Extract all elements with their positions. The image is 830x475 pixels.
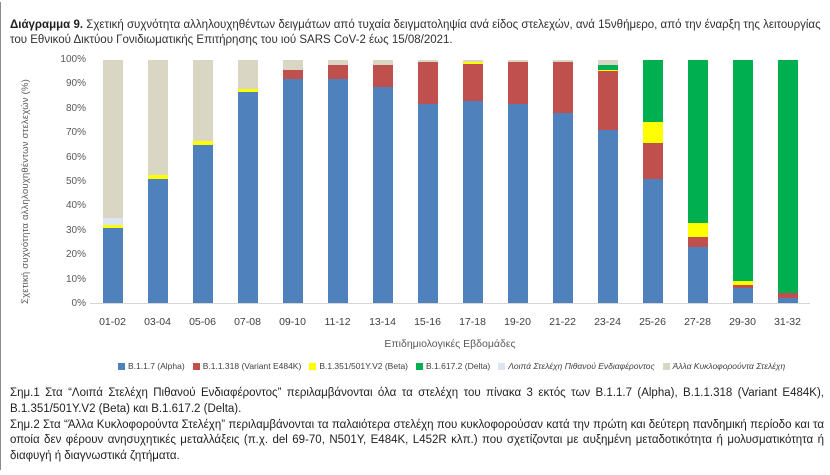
segment-alla-01-02	[103, 60, 123, 218]
segment-alpha-21-22	[553, 113, 573, 303]
segment-alpha-11-12	[328, 79, 348, 303]
legend-label-e484k: B.1.1.318 (Variant E484K)	[202, 361, 302, 371]
y-tick-40: 40%	[65, 200, 86, 212]
segment-loipa-01-02	[103, 218, 123, 225]
segment-alla-09-10	[283, 60, 303, 70]
segment-alpha-17-18	[463, 101, 483, 303]
segment-alla-05-06	[193, 60, 213, 141]
y-ticks	[40, 53, 86, 309]
x-tick-11-12: 11-12	[324, 316, 351, 328]
segment-alpha-31-32	[778, 298, 798, 303]
y-tick-100: 100%	[60, 53, 86, 65]
figure-caption	[10, 18, 822, 49]
y-tick-90: 90%	[65, 78, 86, 90]
legend-item-loipa	[498, 361, 654, 371]
bar-15-16	[418, 60, 438, 303]
x-tick-31-32: 31-32	[774, 316, 801, 328]
legend-swatch-loipa	[498, 363, 505, 370]
x-tick-29-30: 29-30	[729, 316, 756, 328]
bar-19-20	[508, 60, 528, 303]
segment-alpha-29-30	[733, 288, 753, 303]
x-tick-05-06: 05-06	[189, 316, 216, 328]
legend-swatch-e484k	[193, 363, 200, 370]
segment-e484k-25-26	[643, 143, 663, 179]
segment-e484k-15-16	[418, 62, 438, 103]
bar-13-14	[373, 60, 393, 303]
bar-17-18	[463, 60, 483, 303]
segment-e484k-27-28	[688, 237, 708, 247]
bar-25-26	[643, 60, 663, 303]
y-tick-80: 80%	[65, 102, 86, 114]
segment-alpha-23-24	[598, 130, 618, 303]
footnotes	[10, 386, 824, 465]
segment-alla-07-08	[238, 60, 258, 89]
y-tick-20: 20%	[65, 249, 86, 261]
footnote-1: Σημ.1 Στα “Λοιπά Στελέχη Πιθανού Ενδιαφέροντος” περιλαμβάνονται όλα τα στελέχη του πίνακα 3 εκτός των B.1.1.7 (Alpha), B.1.1.318 (Variant E484K), B.1.351/501Y.V2 (Beta) και B.1.617.2 (Delta).	[10, 387, 824, 415]
legend-item-delta	[416, 361, 490, 371]
x-tick-15-16: 15-16	[414, 316, 441, 328]
legend-item-e484k	[193, 361, 302, 371]
segment-delta-27-28	[688, 60, 708, 223]
bar-03-04	[148, 60, 168, 303]
segment-e484k-17-18	[463, 64, 483, 102]
x-tick-07-08: 07-08	[234, 316, 261, 328]
x-tick-21-22: 21-22	[549, 316, 576, 328]
x-tick-19-20: 19-20	[504, 316, 531, 328]
bar-29-30	[733, 60, 753, 303]
segment-beta-25-26	[643, 122, 663, 143]
x-tick-25-26: 25-26	[639, 316, 666, 328]
legend-label-delta: B.1.617.2 (Delta)	[426, 361, 491, 371]
segment-beta-27-28	[688, 223, 708, 238]
legend-item-alla	[663, 361, 786, 371]
segment-alpha-07-08	[238, 92, 258, 303]
segment-alpha-25-26	[643, 179, 663, 303]
segment-e484k-13-14	[373, 65, 393, 87]
figure-caption-text: Σχετική συχνότητα αλληλουχηθέντων δειγμάτων από τυχαία δειγματοληψία ανά είδος στελεχών, ανά 15νθήμερο, από την έναρξη της λειτουργίας του Εθνικού Δικτύου Γονιδιωματικής Επιτήρησης του ιού SARS CoV-2 έως 15/08/2021.	[10, 18, 821, 46]
bar-07-08	[238, 60, 258, 303]
segment-alpha-05-06	[193, 145, 213, 303]
bar-27-28	[688, 60, 708, 303]
segment-e484k-09-10	[283, 70, 303, 80]
x-tick-27-28: 27-28	[684, 316, 711, 328]
x-axis-title: Επιδημιολογικές Εβδομάδες	[384, 338, 516, 350]
legend-swatch-delta	[416, 363, 423, 370]
y-tick-10: 10%	[65, 273, 86, 285]
segment-e484k-21-22	[553, 62, 573, 113]
legend-swatch-beta	[309, 363, 316, 370]
x-tick-17-18: 17-18	[459, 316, 486, 328]
segment-delta-31-32	[778, 60, 798, 293]
bar-23-24	[598, 60, 618, 303]
plot-area	[90, 60, 810, 304]
legend-item-alpha	[118, 361, 185, 371]
legend-label-alla: Άλλα Κυκλοφορούντα Στελέχη	[672, 361, 786, 371]
bar-21-22	[553, 60, 573, 303]
segment-e484k-11-12	[328, 65, 348, 80]
legend-swatch-alla	[663, 363, 670, 370]
bar-31-32	[778, 60, 798, 303]
segment-e484k-23-24	[598, 71, 618, 131]
bar-05-06	[193, 60, 213, 303]
x-labels	[90, 316, 810, 328]
bar-11-12	[328, 60, 348, 303]
x-tick-01-02: 01-02	[99, 316, 126, 328]
y-tick-0: 0%	[71, 297, 86, 309]
figure-caption-number: Διάγραμμα 9.	[10, 18, 84, 31]
x-tick-13-14: 13-14	[369, 316, 396, 328]
segment-alpha-03-04	[148, 179, 168, 303]
y-axis-title: Σχετική συχνότητα αλληλουχηθέντων στελεχών (%)	[20, 78, 31, 304]
segment-alpha-15-16	[418, 104, 438, 303]
bar-09-10	[283, 60, 303, 303]
x-tick-23-24: 23-24	[594, 316, 621, 328]
legend-label-beta: B.1.351/501Y.V2 (Beta)	[319, 361, 408, 371]
legend-swatch-alpha	[118, 363, 125, 370]
legend-label-loipa: Λοιπά Στελέχη Πιθανού Ενδιαφέροντος	[508, 361, 655, 371]
y-tick-50: 50%	[65, 175, 86, 187]
stacked-bar-chart	[12, 52, 820, 354]
page-left-border	[0, 2, 1, 470]
segment-delta-25-26	[643, 60, 663, 122]
x-tick-03-04: 03-04	[144, 316, 171, 328]
legend-label-alpha: B.1.1.7 (Alpha)	[128, 361, 185, 371]
segment-alpha-19-20	[508, 104, 528, 303]
x-tick-09-10: 09-10	[279, 316, 306, 328]
y-tick-60: 60%	[65, 151, 86, 163]
y-tick-70: 70%	[65, 127, 86, 139]
segment-delta-29-30	[733, 60, 753, 281]
segment-alpha-09-10	[283, 79, 303, 303]
bar-01-02	[103, 60, 123, 303]
footnote-2: Σημ.2 Στα “Άλλα Κυκλοφορούντα Στελέχη” περιλαμβάνονται τα παλαιότερα στελέχη που κυκλοφορούσαν κατά την πρώτη και δεύτερη πανδημική περίοδο και τα οποία δεν φέρουν ανησυχητικές μεταλλάξεις (π.χ. del 69-70, N501Y, E484K, L452R κλπ.) που σχετίζονται με αυξημένη μεταδοτικότητα ή μολυσματικότητα ή διαφυγή ή διαγνωστικά ζητήματα.	[10, 418, 824, 463]
y-tick-30: 30%	[65, 224, 86, 236]
segment-alpha-27-28	[688, 247, 708, 303]
segment-alpha-13-14	[373, 87, 393, 303]
legend-item-beta	[309, 361, 408, 371]
segment-alla-03-04	[148, 60, 168, 175]
legend	[118, 359, 824, 373]
segment-e484k-19-20	[508, 62, 528, 103]
segment-alpha-01-02	[103, 228, 123, 303]
